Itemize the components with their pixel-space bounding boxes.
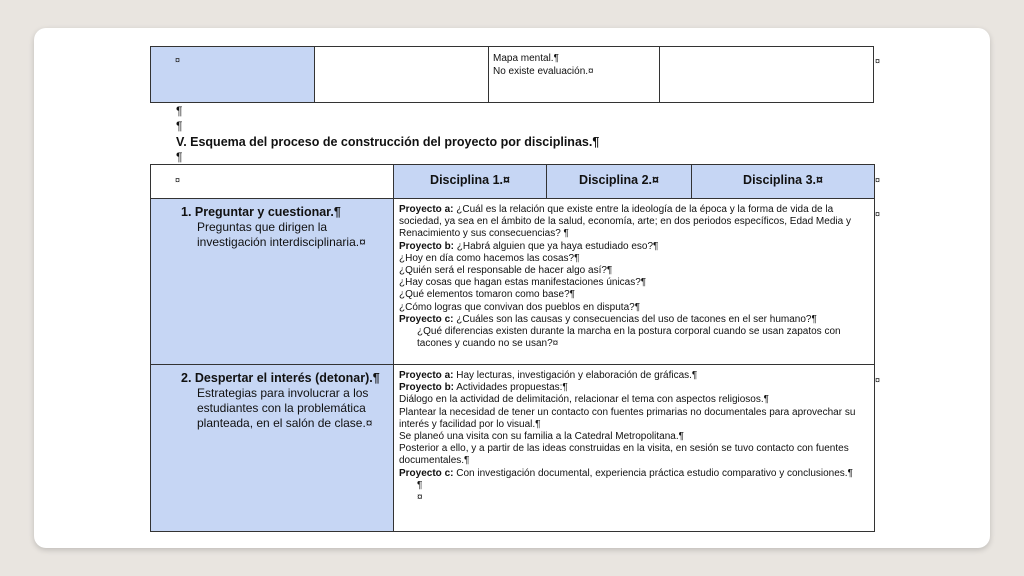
project-label: Proyecto a: [399,370,454,381]
line-text: ¿Cuál es la relación que existe entre la ideología de la época y la forma de vida de la sociedad, ya sea en el ámbito de la salud, economía, arte; en dos periodos específicos, Edad Media y Renacimiento y sus consecuencias? ¶ [399,204,851,240]
row-content-cell [394,199,875,365]
top-table [150,46,874,103]
line-text: Hay lecturas, investigación y elaboración de gráficas.¶ [453,370,698,381]
table-row [151,365,875,532]
row-end-mark: ¤ [875,175,881,185]
content-line [399,277,868,289]
content-line [399,204,868,241]
line-text: ¿Cómo logras que convivan dos pueblos en disputa?¶ [399,301,641,313]
line-text: ¿Qué elementos tomaron como base?¶ [399,289,576,301]
content-line [399,302,868,314]
row-subtitle: Estrategias para involucrar a los estudiantes con la problemática planteada, en el salón de clase.¤ [197,386,373,430]
line-text: ¿Qué diferencias existen durante la marcha en la postura corporal cuando se usan zapatos con tacones y cuando no se usan?¤ [417,326,841,350]
content-line [399,253,868,265]
content-line [399,492,868,504]
content-line [399,382,868,394]
line-text: Diálogo en la actividad de delimitación, relacionar el tema con aspectos religiosos.¶ [399,394,770,406]
top-cell-1 [151,47,315,103]
row-content [394,199,874,350]
content-line [399,326,868,350]
row-end-mark: ¤ [875,209,881,219]
project-label: Proyecto c: [399,467,454,479]
cell-end-mark: ¤ [175,175,181,185]
line-text: ¿Cuáles son las causas y consecuencias del uso de tacones en el ser humano?¶ [453,313,817,325]
row-label-cell [151,199,394,365]
line-text: Actividades propuestas:¶ [454,382,568,394]
header-discipline-3 [692,165,875,199]
line-text: ¿Habrá alguien que ya haya estudiado eso?¶ [454,240,659,252]
project-label: Proyecto b: [399,382,455,394]
header-discipline-1 [394,165,547,199]
project-label: Proyecto c: [399,313,454,325]
row-title: 2. Despertar el interés (detonar).¶ [181,371,380,385]
row-label-cell [151,365,394,532]
paragraph-mark: ¶ [176,119,183,133]
line-text: Plantear la necesidad de tener un contacto con fuentes primarias no documentales para aprovechar su interés y facilidad por lo visual.¶ [399,406,856,430]
row-subtitle: Preguntas que dirigen la investigación interdisciplinaria.¤ [197,220,366,249]
top-cell-4 [660,47,874,103]
paragraph-mark: ¶ [176,150,183,164]
line-text: ¿Hoy en día como hacemos las cosas?¶ [399,252,580,264]
row-end-mark: ¤ [875,375,881,385]
discipline-label: Disciplina 1.¤ [430,173,510,187]
line-text: ¤ [417,492,423,504]
paragraph-mark: ¶ [176,104,183,118]
header-row [151,165,875,199]
content-line [399,314,868,326]
row-content-cell [394,365,875,532]
content-line [399,407,868,431]
table-row [151,199,875,365]
line-text: Se planeó una visita con su familia a la Catedral Metropolitana.¶ [399,431,684,443]
discipline-label: Disciplina 2.¤ [579,173,659,187]
content-line [399,394,868,406]
content-line [399,431,868,443]
row-content [394,365,874,504]
row-end-mark: ¤ [875,56,881,66]
top-cell-2 [315,47,489,103]
top-cell-3 [489,47,660,103]
content-line [399,265,868,277]
content-line [399,241,868,253]
content-line [399,468,868,480]
content-line [399,443,868,467]
line-text: Con investigación documental, experiencia práctica estudio comparativo y conclusiones.¶ [453,467,853,479]
header-corner-cell [151,165,394,199]
line-text: ¿Hay cosas que hagan estas manifestaciones únicas?¶ [399,277,647,289]
line-text: ¶ [417,479,423,491]
header-discipline-2 [547,165,692,199]
section-heading: V. Esquema del proceso de construcción del proyecto por disciplinas.¶ [176,135,600,149]
top-cell-line: Mapa mental.¶ [493,53,559,64]
cell-end-mark: ¤ [175,55,181,65]
content-line [399,289,868,301]
content-line [399,480,868,492]
row-title: 1. Preguntar y cuestionar.¶ [181,205,341,219]
project-label: Proyecto b: [399,240,455,252]
top-cell-line: No existe evaluación.¤ [493,66,594,77]
discipline-label: Disciplina 3.¤ [743,173,823,187]
line-text: ¿Quién será el responsable de hacer algo así?¶ [399,265,613,277]
main-table [150,164,875,532]
project-label: Proyecto a: [399,204,454,215]
content-line [399,370,868,382]
line-text: Posterior a ello, y a partir de las ideas construidas en la visita, en sesión se tuvo contacto con fuentes documentales.¶ [399,443,849,467]
